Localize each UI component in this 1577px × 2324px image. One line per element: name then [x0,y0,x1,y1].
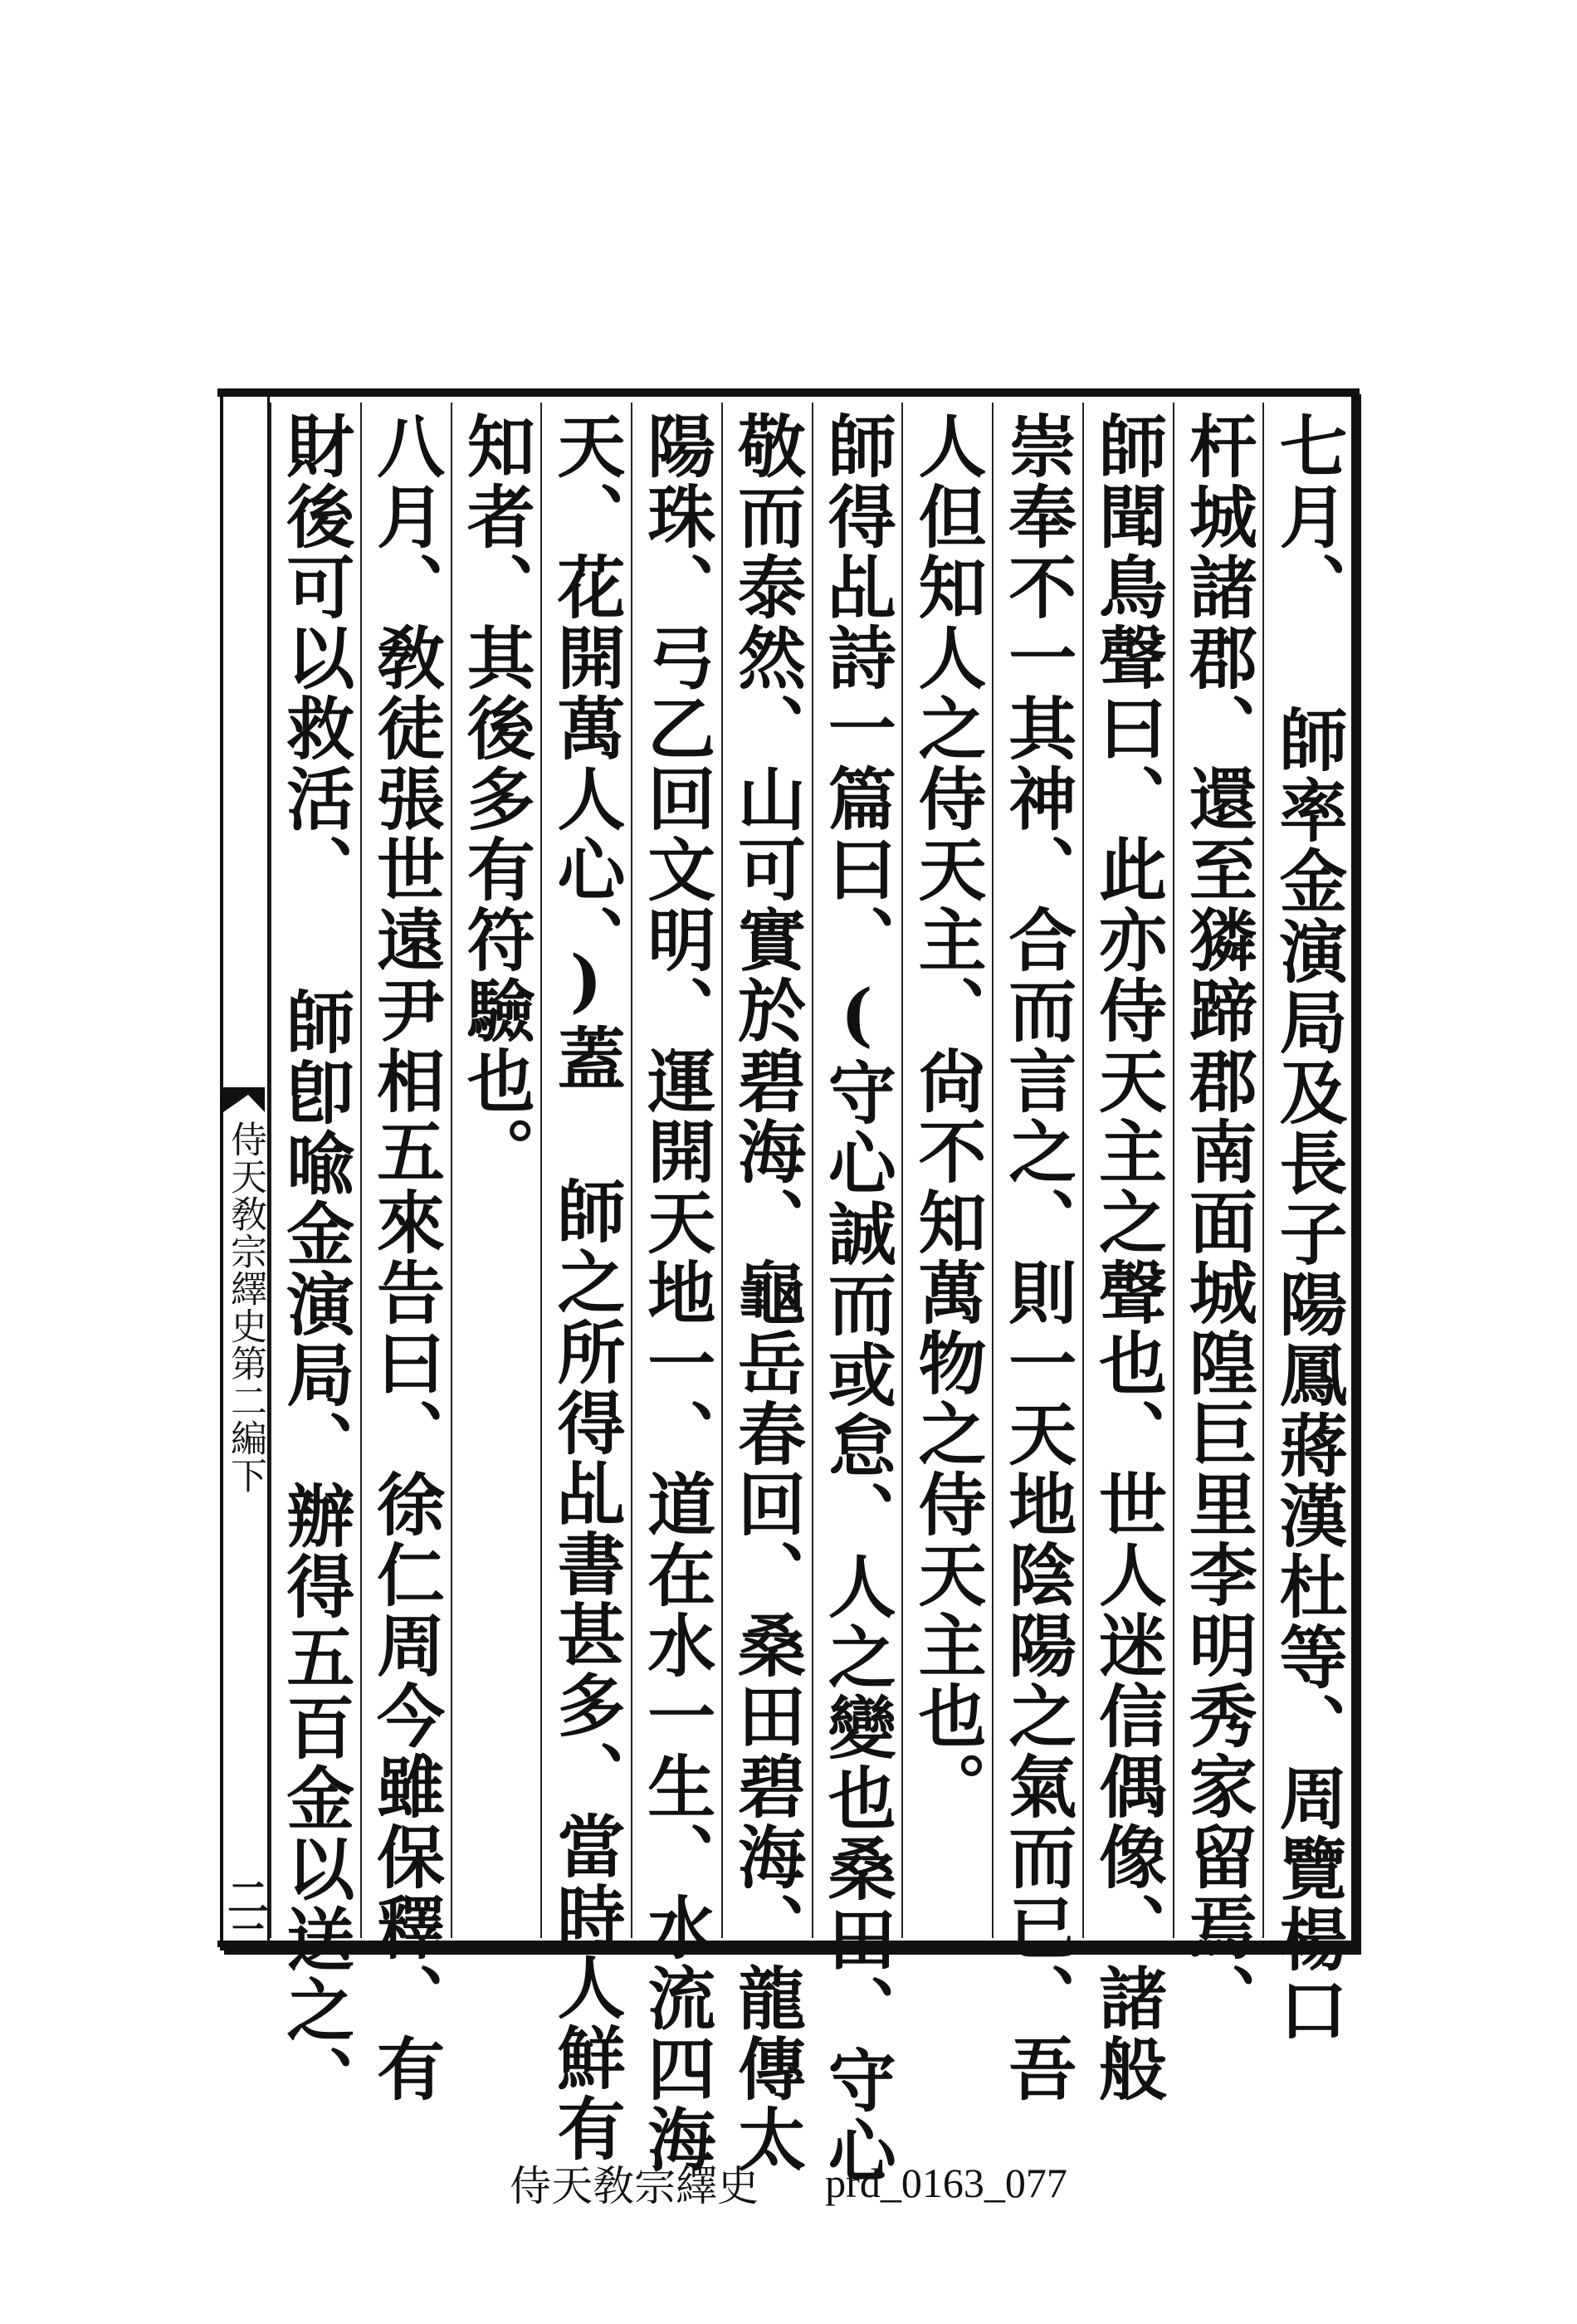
text-column-2: 杆城諸郡、還至獜蹄郡南面城隍巨里李明秀家留焉、 [1173,403,1263,1938]
text-column-4: 崇奉不一其神、合而言之、則一天地陰陽之氣而已、吾 [992,403,1082,1938]
text-column-7: 敬而泰然、山可實於碧海、龜岳春回、桑田碧海、龍傳太 [721,403,812,1938]
page-footer [0,2150,1577,2216]
spine-title: 侍天敎宗繹史第二編下 [224,1120,266,1494]
text-column-11: 八月、敎徒張世遠尹相五來告曰、徐仁周今雖保釋、有 [360,403,451,1938]
text-column-12: 財後可以救活、 師卽喩金演局、辦得五百金以送之、 [270,403,360,1938]
text-column-3: 師聞鳥聲曰、此亦侍天主之聲也、世人迷信偶像、諸般 [1082,403,1173,1938]
text-column-6: 師得乩詩一篇曰、(守心誠而或怠、人之變也桑田、守心 [812,403,902,1938]
text-column-5: 人但知人之侍天主、尙不知萬物之侍天主也。 [901,403,992,1938]
text-column-1: 七月、 師率金演局及長子陽鳳蔣漢杜等、周覽楊口 [1262,403,1353,1938]
footer-identifier: prd_0163_077 [825,2160,1067,2206]
text-column-8: 陽珠、弓乙回文明、運開天地一、道在水一生、水流四海 [631,403,721,1938]
text-column-10: 知者、其後多有符驗也。 [451,403,541,1938]
footer-book-title: 侍天敎宗繹史 [510,2163,759,2209]
spine-page-number: 二二 [221,1876,270,1959]
margin-spine [220,390,270,1959]
text-column-9: 天、花開萬人心、)蓋 師之所得乩書甚多、當時人鮮有 [540,403,631,1938]
frame-top-rule [217,388,1360,397]
fishtail-marker-icon [223,1087,265,1112]
